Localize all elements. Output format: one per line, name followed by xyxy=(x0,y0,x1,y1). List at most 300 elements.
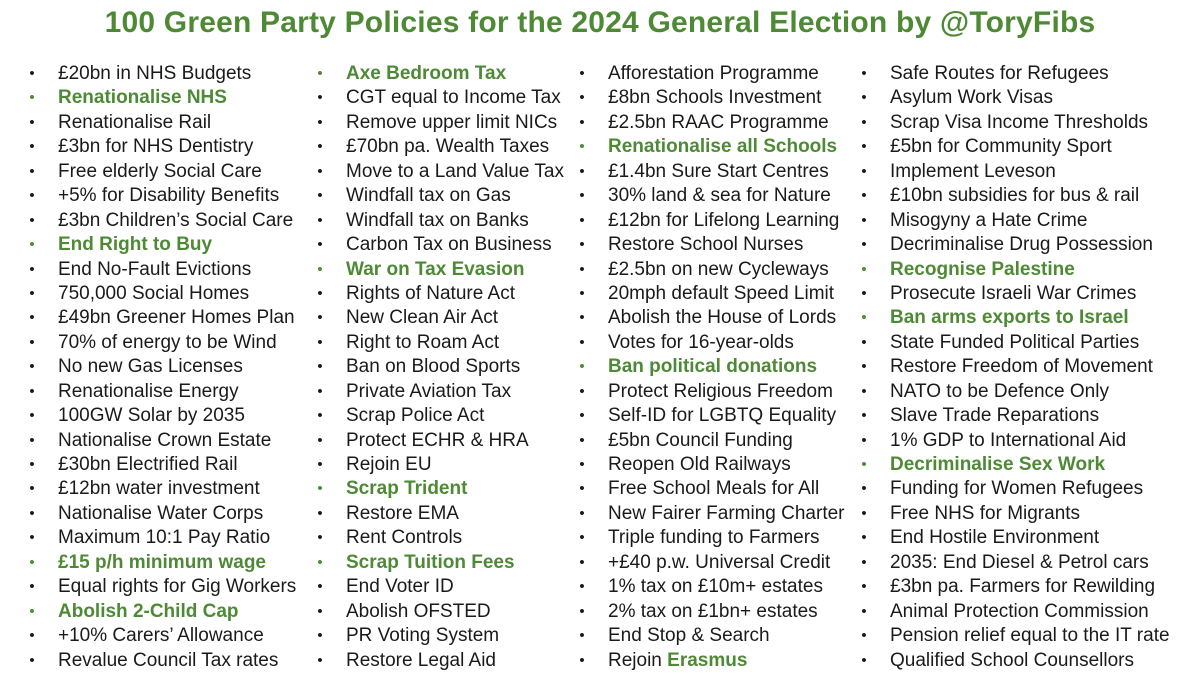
policy-item xyxy=(858,575,1170,599)
bullet-icon: • xyxy=(579,187,585,205)
policy-text: Recognise Palestine xyxy=(890,258,1075,280)
policy-item xyxy=(26,282,296,306)
policy-item xyxy=(26,526,296,550)
policy-item xyxy=(314,135,564,159)
policy-item xyxy=(576,575,845,599)
policy-text: £3bn for NHS Dentistry xyxy=(58,136,254,158)
policy-text: 30% land & sea for Nature xyxy=(608,185,831,207)
policy-text: Nationalise Water Corps xyxy=(58,502,264,524)
policy-text: £12bn for Lifelong Learning xyxy=(608,209,840,231)
bullet-icon: • xyxy=(861,333,867,351)
policy-item xyxy=(26,306,296,330)
policy-item xyxy=(858,624,1170,648)
bullet-icon: • xyxy=(861,431,867,449)
policy-item xyxy=(314,111,564,135)
policy-item xyxy=(858,404,1170,428)
policy-text: 2035: End Diesel & Petrol cars xyxy=(890,551,1149,573)
policy-item xyxy=(576,184,845,208)
policy-item xyxy=(576,135,845,159)
bullet-icon: • xyxy=(317,407,323,425)
policy-text: Right to Roam Act xyxy=(346,331,500,353)
policy-item xyxy=(26,62,296,86)
policy-item xyxy=(576,551,845,575)
bullet-icon: • xyxy=(861,138,867,156)
policy-item xyxy=(858,62,1170,86)
policy-text: 100GW Solar by 2035 xyxy=(58,405,245,427)
policy-item xyxy=(314,526,564,550)
bullet-icon: • xyxy=(317,260,323,278)
bullet-icon: • xyxy=(579,89,585,107)
policy-item xyxy=(576,355,845,379)
bullet-icon: • xyxy=(861,407,867,425)
bullet-icon: • xyxy=(317,553,323,571)
policy-text: Scrap Visa Income Thresholds xyxy=(890,111,1149,133)
policy-item xyxy=(576,380,845,404)
policy-item xyxy=(26,86,296,110)
policy-text: Private Aviation Tax xyxy=(346,380,512,402)
policy-text: End Voter ID xyxy=(346,576,454,598)
bullet-icon: • xyxy=(579,504,585,522)
policy-item xyxy=(26,429,296,453)
policy-item xyxy=(26,184,296,208)
policy-item xyxy=(576,526,845,550)
policy-text: £15 p/h minimum wage xyxy=(58,551,266,573)
policy-item xyxy=(576,160,845,184)
bullet-icon: • xyxy=(317,333,323,351)
policy-text: Ban on Blood Sports xyxy=(346,356,521,378)
policy-text: No new Gas Licenses xyxy=(58,356,243,378)
policy-text: Implement Leveson xyxy=(890,160,1056,182)
bullet-icon: • xyxy=(29,89,35,107)
policy-text: Free School Meals for All xyxy=(608,478,820,500)
bullet-icon: • xyxy=(317,431,323,449)
policy-item xyxy=(576,258,845,282)
policy-text: Decriminalise Sex Work xyxy=(890,454,1106,475)
bullet-icon: • xyxy=(29,358,35,376)
policy-item xyxy=(858,600,1170,624)
policy-item xyxy=(858,331,1170,355)
policy-item xyxy=(858,355,1170,379)
bullet-icon: • xyxy=(861,553,867,571)
bullet-icon: • xyxy=(861,627,867,645)
bullet-icon: • xyxy=(29,138,35,156)
policy-item xyxy=(314,502,564,526)
policy-text: New Fairer Farming Charter xyxy=(608,502,845,524)
policy-item xyxy=(314,355,564,379)
bullet-icon: • xyxy=(579,358,585,376)
policy-text: Abolish the House of Lords xyxy=(608,307,837,329)
bullet-icon: • xyxy=(861,578,867,596)
policy-text: £2.5bn RAAC Programme xyxy=(608,111,829,133)
policy-item xyxy=(314,600,564,624)
policy-item xyxy=(26,453,296,477)
policy-item xyxy=(26,477,296,501)
policy-item xyxy=(858,86,1170,110)
policy-text: 1% GDP to International Aid xyxy=(890,429,1127,451)
policy-item xyxy=(576,331,845,355)
policy-text: End Hostile Environment xyxy=(890,527,1100,549)
policy-item xyxy=(314,258,564,282)
bullet-icon: • xyxy=(579,578,585,596)
policy-item xyxy=(858,429,1170,453)
policy-text: Ban political donations xyxy=(608,356,818,378)
policy-column-2 xyxy=(314,62,564,673)
policy-item xyxy=(314,331,564,355)
bullet-icon: • xyxy=(317,89,323,107)
policy-text: Axe Bedroom Tax xyxy=(346,63,507,84)
policy-text: War on Tax Evasion xyxy=(346,258,525,280)
policy-item xyxy=(858,282,1170,306)
page-title: 100 Green Party Policies for the 2024 General Election by @ToryFibs xyxy=(104,6,1096,39)
bullet-icon: • xyxy=(317,162,323,180)
bullet-icon: • xyxy=(579,113,585,131)
policy-item xyxy=(576,624,845,648)
policy-item xyxy=(314,86,564,110)
policy-text: Pension relief equal to the IT rate xyxy=(890,625,1170,647)
policy-item xyxy=(858,135,1170,159)
bullet-icon: • xyxy=(317,138,323,156)
policy-item xyxy=(858,649,1170,673)
policy-text: Nationalise Crown Estate xyxy=(58,429,272,451)
policy-item xyxy=(858,502,1170,526)
policy-item xyxy=(26,160,296,184)
policy-item xyxy=(858,111,1170,135)
policy-text: 20mph default Speed Limit xyxy=(608,282,835,304)
policy-text: £1.4bn Sure Start Centres xyxy=(608,160,829,182)
bullet-icon: • xyxy=(29,333,35,351)
policy-item xyxy=(26,355,296,379)
bullet-icon: • xyxy=(317,529,323,547)
policy-item xyxy=(858,233,1170,257)
policy-item xyxy=(858,551,1170,575)
policy-text: £5bn for Community Sport xyxy=(890,136,1112,158)
policy-text: Slave Trade Reparations xyxy=(890,405,1100,427)
bullet-icon: • xyxy=(861,504,867,522)
policy-text: Self-ID for LGBTQ Equality xyxy=(608,405,837,427)
policy-item xyxy=(576,282,845,306)
policy-text: Protect Religious Freedom xyxy=(608,380,833,402)
bullet-icon: • xyxy=(861,65,867,82)
policy-item xyxy=(26,135,296,159)
bullet-icon: • xyxy=(579,480,585,498)
bullet-icon: • xyxy=(861,602,867,620)
policy-text: Scrap Trident xyxy=(346,478,468,500)
policy-item xyxy=(576,306,845,330)
policy-item xyxy=(26,331,296,355)
policy-text: £3bn Children’s Social Care xyxy=(58,209,294,231)
policy-text: Scrap Tuition Fees xyxy=(346,551,515,573)
bullet-icon: • xyxy=(317,651,323,669)
policy-item xyxy=(26,404,296,428)
bullet-icon: • xyxy=(579,407,585,425)
policy-text: £5bn Council Funding xyxy=(608,429,793,451)
policy-item xyxy=(314,649,564,673)
bullet-icon: • xyxy=(579,138,585,156)
policy-item xyxy=(314,282,564,306)
policy-item xyxy=(314,233,564,257)
bullet-icon: • xyxy=(29,602,35,620)
policy-text: Renationalise all Schools xyxy=(608,136,838,158)
bullet-icon: • xyxy=(317,236,323,254)
bullet-icon: • xyxy=(861,529,867,547)
policy-item xyxy=(26,258,296,282)
bullet-icon: • xyxy=(29,407,35,425)
policy-item xyxy=(858,184,1170,208)
bullet-icon: • xyxy=(317,358,323,376)
bullet-icon: • xyxy=(317,480,323,498)
bullet-icon: • xyxy=(29,578,35,596)
bullet-icon: • xyxy=(861,284,867,302)
bullet-icon: • xyxy=(861,187,867,205)
bullet-icon: • xyxy=(861,456,867,473)
bullet-icon: • xyxy=(861,236,867,254)
bullet-icon: • xyxy=(317,309,323,327)
policy-text: Scrap Police Act xyxy=(346,405,485,427)
policy-item xyxy=(858,306,1170,330)
policy-item xyxy=(26,380,296,404)
policy-item xyxy=(314,453,564,477)
policy-text: Renationalise NHS xyxy=(58,87,227,109)
bullet-icon: • xyxy=(29,211,35,229)
policy-item xyxy=(576,86,845,110)
policy-item xyxy=(576,62,845,86)
policy-item xyxy=(314,477,564,501)
bullet-icon: • xyxy=(861,309,867,327)
policy-text: Prosecute Israeli War Crimes xyxy=(890,282,1137,304)
policy-text: Move to a Land Value Tax xyxy=(346,160,564,182)
bullet-icon: • xyxy=(29,260,35,278)
bullet-icon: • xyxy=(861,260,867,278)
bullet-icon: • xyxy=(29,627,35,645)
bullet-icon: • xyxy=(29,553,35,571)
policy-text: Revalue Council Tax rates xyxy=(58,649,279,671)
policy-text: Restore Legal Aid xyxy=(346,649,496,671)
policy-item xyxy=(576,404,845,428)
policy-item xyxy=(576,502,845,526)
policy-item xyxy=(314,184,564,208)
policy-text: +£40 p.w. Universal Credit xyxy=(608,551,831,573)
policy-text: Triple funding to Farmers xyxy=(608,527,820,549)
policy-item xyxy=(314,160,564,184)
policy-item xyxy=(26,551,296,575)
policy-text: +5% for Disability Benefits xyxy=(58,185,280,207)
bullet-icon: • xyxy=(861,358,867,376)
policy-text: State Funded Political Parties xyxy=(890,331,1140,353)
bullet-icon: • xyxy=(29,431,35,449)
bullet-icon: • xyxy=(317,627,323,645)
bullet-icon: • xyxy=(29,284,35,302)
bullet-icon: • xyxy=(861,162,867,180)
policy-item xyxy=(314,624,564,648)
policy-text: +10% Carers’ Allowance xyxy=(58,625,264,647)
bullet-icon: • xyxy=(579,382,585,400)
policy-text: End No-Fault Evictions xyxy=(58,258,252,280)
policy-item xyxy=(858,209,1170,233)
policy-column-1 xyxy=(26,62,296,673)
policy-text: Maximum 10:1 Pay Ratio xyxy=(58,527,271,549)
policy-item xyxy=(314,380,564,404)
bullet-icon: • xyxy=(579,431,585,449)
bullet-icon: • xyxy=(29,504,35,522)
policy-text: Funding for Women Refugees xyxy=(890,478,1144,500)
policy-item xyxy=(858,160,1170,184)
policy-text: Carbon Tax on Business xyxy=(346,234,552,256)
policy-text: £10bn subsidies for bus & rail xyxy=(890,185,1140,207)
policy-text: £3bn pa. Farmers for Rewilding xyxy=(890,576,1156,598)
policy-item xyxy=(314,551,564,575)
bullet-icon: • xyxy=(861,651,867,669)
bullet-icon: • xyxy=(579,627,585,645)
policy-item xyxy=(858,380,1170,404)
policy-item xyxy=(26,624,296,648)
policy-text: £30bn Electrified Rail xyxy=(58,454,238,475)
bullet-icon: • xyxy=(29,236,35,254)
policy-text: Animal Protection Commission xyxy=(890,600,1149,622)
policy-text: CGT equal to Income Tax xyxy=(346,87,561,109)
bullet-icon: • xyxy=(579,65,585,82)
bullet-icon: • xyxy=(579,529,585,547)
bullet-icon: • xyxy=(579,553,585,571)
policy-text: Rent Controls xyxy=(346,527,463,549)
policy-text: £20bn in NHS Budgets xyxy=(58,63,252,84)
policy-text: Asylum Work Visas xyxy=(890,87,1053,109)
policy-text: Afforestation Programme xyxy=(608,63,819,84)
policy-item xyxy=(576,209,845,233)
policy-text: Rejoin EU xyxy=(346,454,432,475)
policy-text: Misogyny a Hate Crime xyxy=(890,209,1088,231)
bullet-icon: • xyxy=(579,456,585,473)
policy-item xyxy=(26,649,296,673)
policy-item xyxy=(314,209,564,233)
bullet-icon: • xyxy=(861,480,867,498)
bullet-icon: • xyxy=(861,211,867,229)
bullet-icon: • xyxy=(579,651,585,669)
policy-item xyxy=(26,600,296,624)
policy-item xyxy=(26,111,296,135)
policy-item xyxy=(26,233,296,257)
policy-text: Rejoin xyxy=(608,649,668,671)
bullet-icon: • xyxy=(579,284,585,302)
policy-item xyxy=(576,429,845,453)
policy-text: Restore EMA xyxy=(346,502,459,524)
bullet-icon: • xyxy=(579,236,585,254)
policy-text: 70% of energy to be Wind xyxy=(58,331,277,353)
bullet-icon: • xyxy=(29,456,35,473)
bullet-icon: • xyxy=(579,333,585,351)
policy-item xyxy=(314,404,564,428)
policy-text: Reopen Old Railways xyxy=(608,454,791,475)
bullet-icon: • xyxy=(29,162,35,180)
bullet-icon: • xyxy=(317,382,323,400)
bullet-icon: • xyxy=(317,456,323,473)
policy-text: Abolish OFSTED xyxy=(346,600,491,622)
bullet-icon: • xyxy=(861,89,867,107)
bullet-icon: • xyxy=(317,504,323,522)
policy-item xyxy=(26,502,296,526)
policy-item xyxy=(314,575,564,599)
policy-text: Safe Routes for Refugees xyxy=(890,63,1109,84)
policy-column-4 xyxy=(858,62,1170,673)
policy-item xyxy=(858,477,1170,501)
policy-text: Restore School Nurses xyxy=(608,234,804,256)
bullet-icon: • xyxy=(317,113,323,131)
policy-item xyxy=(576,477,845,501)
policy-highlight-text: Erasmus xyxy=(667,649,748,671)
policy-text: Ban arms exports to Israel xyxy=(890,307,1129,329)
policy-text: £70bn pa. Wealth Taxes xyxy=(346,136,550,158)
bullet-icon: • xyxy=(579,260,585,278)
bullet-icon: • xyxy=(317,187,323,205)
bullet-icon: • xyxy=(29,113,35,131)
policy-text: Free elderly Social Care xyxy=(58,160,262,182)
policy-text: 750,000 Social Homes xyxy=(58,282,250,304)
policy-column-3 xyxy=(576,62,845,673)
policy-item xyxy=(858,258,1170,282)
policy-item xyxy=(576,233,845,257)
bullet-icon: • xyxy=(317,211,323,229)
policy-text: Renationalise Energy xyxy=(58,380,239,402)
bullet-icon: • xyxy=(317,284,323,302)
policy-text: Renationalise Rail xyxy=(58,111,212,133)
policy-text: £12bn water investment xyxy=(58,478,260,500)
bullet-icon: • xyxy=(29,529,35,547)
bullet-icon: • xyxy=(579,162,585,180)
policy-item xyxy=(314,306,564,330)
policy-text: Votes for 16-year-olds xyxy=(608,331,794,353)
bullet-icon: • xyxy=(29,65,35,82)
bullet-icon: • xyxy=(861,382,867,400)
policy-text: Rights of Nature Act xyxy=(346,282,515,304)
policy-text: 1% tax on £10m+ estates xyxy=(608,576,823,598)
policy-text: Protect ECHR & HRA xyxy=(346,429,529,451)
bullet-icon: • xyxy=(29,651,35,669)
policy-item xyxy=(858,526,1170,550)
policy-text: Equal rights for Gig Workers xyxy=(58,576,297,598)
policy-text: Free NHS for Migrants xyxy=(890,502,1081,524)
bullet-icon: • xyxy=(579,211,585,229)
bullet-icon: • xyxy=(317,602,323,620)
policy-text: £2.5bn on new Cycleways xyxy=(608,258,829,280)
policy-item xyxy=(26,209,296,233)
policy-text: £8bn Schools Investment xyxy=(608,87,822,109)
policy-item xyxy=(576,600,845,624)
policy-item xyxy=(314,429,564,453)
bullet-icon: • xyxy=(317,65,323,82)
bullet-icon: • xyxy=(317,578,323,596)
bullet-icon: • xyxy=(579,309,585,327)
bullet-icon: • xyxy=(861,113,867,131)
policy-item xyxy=(314,62,564,86)
policy-text: New Clean Air Act xyxy=(346,307,499,329)
policy-text: End Stop & Search xyxy=(608,625,770,647)
policy-text: Qualified School Counsellors xyxy=(890,649,1134,671)
policy-text: End Right to Buy xyxy=(58,234,213,256)
policy-item xyxy=(576,111,845,135)
policy-text: PR Voting System xyxy=(346,625,500,647)
policy-text: Windfall tax on Gas xyxy=(346,185,511,207)
policy-item xyxy=(26,575,296,599)
policy-item xyxy=(576,453,845,477)
policy-text: NATO to be Defence Only xyxy=(890,380,1109,402)
policy-text: Restore Freedom of Movement xyxy=(890,356,1153,378)
policy-text: Abolish 2-Child Cap xyxy=(58,600,239,622)
policy-text: Windfall tax on Banks xyxy=(346,209,529,231)
bullet-icon: • xyxy=(29,187,35,205)
bullet-icon: • xyxy=(29,309,35,327)
policy-text: Remove upper limit NICs xyxy=(346,111,558,133)
policy-text: £49bn Greener Homes Plan xyxy=(58,307,295,329)
bullet-icon: • xyxy=(29,382,35,400)
